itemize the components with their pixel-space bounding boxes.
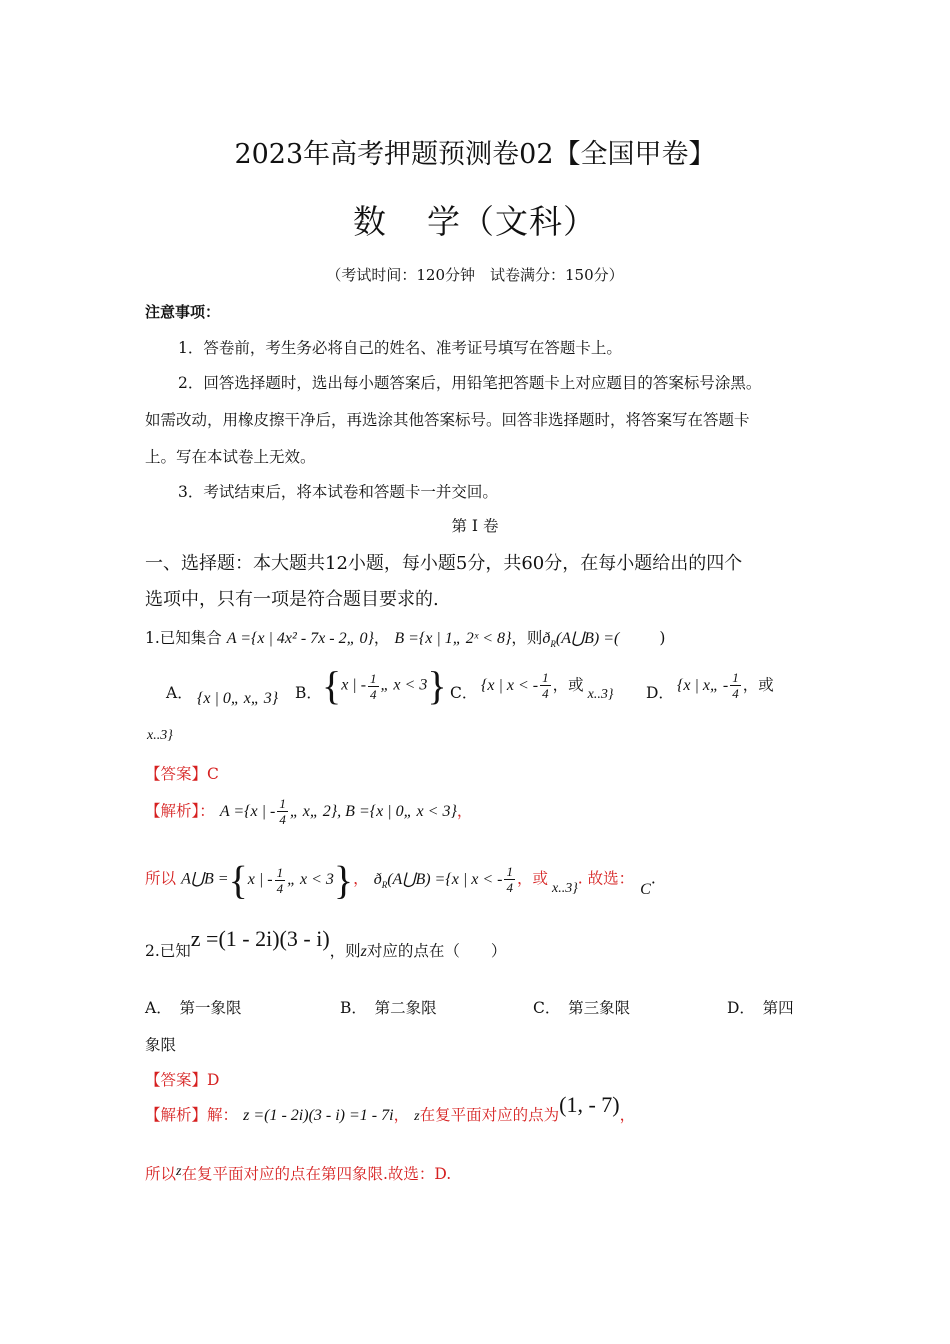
q2-option-a: A． 第一象限 <box>145 999 242 1017</box>
q1-stem-mid: ，则 <box>511 629 543 647</box>
q1-analysis-frac <box>277 796 288 827</box>
q2-analysis-label: 【解析】解： <box>145 1106 239 1124</box>
frac-den: 4 <box>506 879 513 895</box>
q1-conclusion-label: 所以 <box>145 869 177 888</box>
q2-answer: 【答案】D <box>145 1071 220 1089</box>
section-intro-line-1: 一、选择题：本大题共12小题，每小题5分，共60分，在每小题给出的四个 <box>145 553 743 574</box>
notice-item-1: 1．答卷前，考生务必将自己的姓名、准考证号填写在答题卡上。 <box>178 339 622 357</box>
q2-analysis-end: ， <box>619 1106 636 1124</box>
q2-stem-end: ，则 <box>329 942 361 960</box>
q2-option-d-cont: 象限 <box>145 1036 177 1054</box>
q1-conclusion-frac-2 <box>504 864 515 895</box>
q1-analysis <box>145 796 472 827</box>
q1-option-d-mid: ，或 <box>742 676 774 694</box>
q1-conclusion-set <box>228 857 354 902</box>
q2-option-c: C． 第三象限 <box>533 999 631 1017</box>
frac-num: 1 <box>370 670 377 686</box>
q1-set-b: B ={x | 1„ 2ˣ < 8} <box>394 630 512 647</box>
q2-expr: z =(1 - 2i)(3 - i) <box>190 926 330 951</box>
frac-num: 1 <box>732 670 739 685</box>
q1-complement-sub: R <box>550 639 556 650</box>
complement-sub: R <box>381 879 388 890</box>
q1-conclusion-frac <box>275 865 286 896</box>
q1-option-c-pre: {x | x < - <box>481 677 539 694</box>
q1-option-c <box>481 670 613 701</box>
q1-conclusion-union: A⋃B = <box>181 870 229 888</box>
q1-option-c-frac <box>540 670 551 701</box>
rbrace: } <box>333 857 354 902</box>
q1-answer: 【答案】C <box>145 765 219 783</box>
q1-complement <box>542 630 620 650</box>
frac-num: 1 <box>506 863 513 879</box>
q1-option-d-label: D． <box>646 684 674 702</box>
exam-info: （考试时间：120分钟 试卷满分：150分） <box>326 266 624 284</box>
q1-option-d-frac <box>730 670 741 701</box>
q1-option-c-post: x..3} <box>587 687 614 702</box>
q1-option-b-post: „ x < 3 <box>380 676 428 694</box>
q1-option-d-pre: {x | x„ - <box>677 677 729 694</box>
frac-num: 1 <box>276 864 284 880</box>
q1-complement-symbol: ð <box>542 630 551 647</box>
q1-option-d-cont: x..3} <box>147 728 173 743</box>
q1-conclusion-choose: . 故选： <box>577 869 635 888</box>
notice-item-2-line-1: 2．回答选择题时，选出每小题答案后，用铅笔把答题卡上对应题目的答案标号涂黑。 <box>178 374 762 392</box>
notice-item-2-line-3: 上。写在本试卷上无效。 <box>145 448 316 466</box>
exam-title: 2023年高考押题预测卷02【全国甲卷】 <box>234 139 716 170</box>
notice-item-3: 3．考试结束后，将本试卷和答题卡一并交回。 <box>178 483 498 501</box>
frac-den: 4 <box>370 686 377 702</box>
notice-heading: 注意事项： <box>145 303 221 321</box>
q1-stem-prefix: 1.已知集合 <box>145 629 222 647</box>
q1-option-a-label: A． <box>166 684 193 702</box>
q1-option-c-label: C． <box>450 684 478 702</box>
q1-conclusion <box>145 857 656 902</box>
volume-label: 第 I 卷 <box>451 517 499 535</box>
q1-conclusion-set-pre: x | - <box>247 870 273 888</box>
frac-num: 1 <box>542 670 549 685</box>
q1-conclusion-comma: ， <box>353 869 369 888</box>
q2-analysis <box>145 1092 636 1126</box>
q1-analysis-post: „ x„ 2}, B ={x | 0„ x < 3} <box>289 803 457 820</box>
q1-option-b-lbrace: { <box>322 663 342 708</box>
complement-expr: (A⋃B) ={x | x < - <box>387 870 503 888</box>
q2-stem-prefix: 2.已知 <box>145 942 191 960</box>
q1-stem <box>145 626 665 649</box>
q1-analysis-end: ， <box>456 802 473 820</box>
q2-analysis-z: z <box>414 1109 420 1124</box>
frac-den: 4 <box>279 812 286 827</box>
complement-symbol: ð <box>373 870 382 888</box>
q1-conclusion-tail: x..3} <box>551 880 578 896</box>
subject-title-part1: 数 <box>353 202 387 241</box>
q2-conclusion <box>145 1162 451 1184</box>
q2-option-b: B． 第二象限 <box>340 999 437 1017</box>
q2-analysis-mid1: ， <box>393 1106 410 1124</box>
q1-option-b-pre: x | - <box>341 676 367 694</box>
q1-stem-end: ) <box>659 629 666 647</box>
q1-conclusion-or: ，或 <box>516 869 548 888</box>
q2-analysis-point: (1, - 7) <box>559 1092 620 1117</box>
q2-conclusion-pre: 所以 <box>145 1165 177 1183</box>
q1-analysis-pre: A ={x | - <box>219 803 276 820</box>
q1-union-expr: (A⋃B) =( <box>555 630 620 647</box>
q2-conclusion-z: z <box>176 1164 182 1179</box>
q1-conclusion-set-post: „ x < 3 <box>287 870 334 888</box>
q2-analysis-math: z =(1 - 2i)(3 - i) =1 - 7i <box>243 1107 394 1124</box>
q2-option-d: D． 第四 <box>727 999 794 1017</box>
frac-num: 1 <box>279 796 286 811</box>
q1-option-a: {x | 0„ x„ 3} <box>197 690 279 707</box>
subject-title <box>0 196 950 243</box>
q1-option-b-rbrace: } <box>427 663 447 708</box>
frac-den: 4 <box>276 880 284 896</box>
q1-option-b <box>322 663 447 708</box>
q1-option-c-mid: ，或 <box>552 676 584 694</box>
lbrace: { <box>228 857 248 902</box>
q1-set-a: A ={x | 4x² - 7x - 2„ 0} <box>226 630 374 647</box>
q1-conclusion-answer: C <box>640 880 651 898</box>
q2-conclusion-text: 在复平面对应的点在第四象限.故选：D. <box>181 1165 452 1183</box>
q1-conclusion-complement <box>374 871 503 888</box>
q2-stem-tail: 对应的点在（ ） <box>366 942 507 960</box>
q1-sep: ， <box>373 629 390 647</box>
frac-den: 4 <box>732 686 739 701</box>
q1-analysis-label: 【解析】： <box>145 802 215 820</box>
q2-z: z <box>360 943 367 960</box>
q2-stem <box>145 926 507 962</box>
q1-conclusion-dot: . <box>650 869 656 888</box>
q2-analysis-mid2: 在复平面对应的点为 <box>419 1106 560 1124</box>
notice-item-2-line-2: 如需改动，用橡皮擦干净后，再选涂其他答案标号。回答非选择题时，将答案写在答题卡 <box>145 411 750 429</box>
subject-title-part2: 学（文科） <box>427 202 597 241</box>
q1-option-d <box>677 670 774 701</box>
frac-den: 4 <box>542 686 549 701</box>
q1-option-b-label: B． <box>295 684 322 702</box>
section-intro-line-2: 选项中，只有一项是符合题目要求的. <box>145 589 439 610</box>
q1-option-b-frac <box>368 671 379 702</box>
